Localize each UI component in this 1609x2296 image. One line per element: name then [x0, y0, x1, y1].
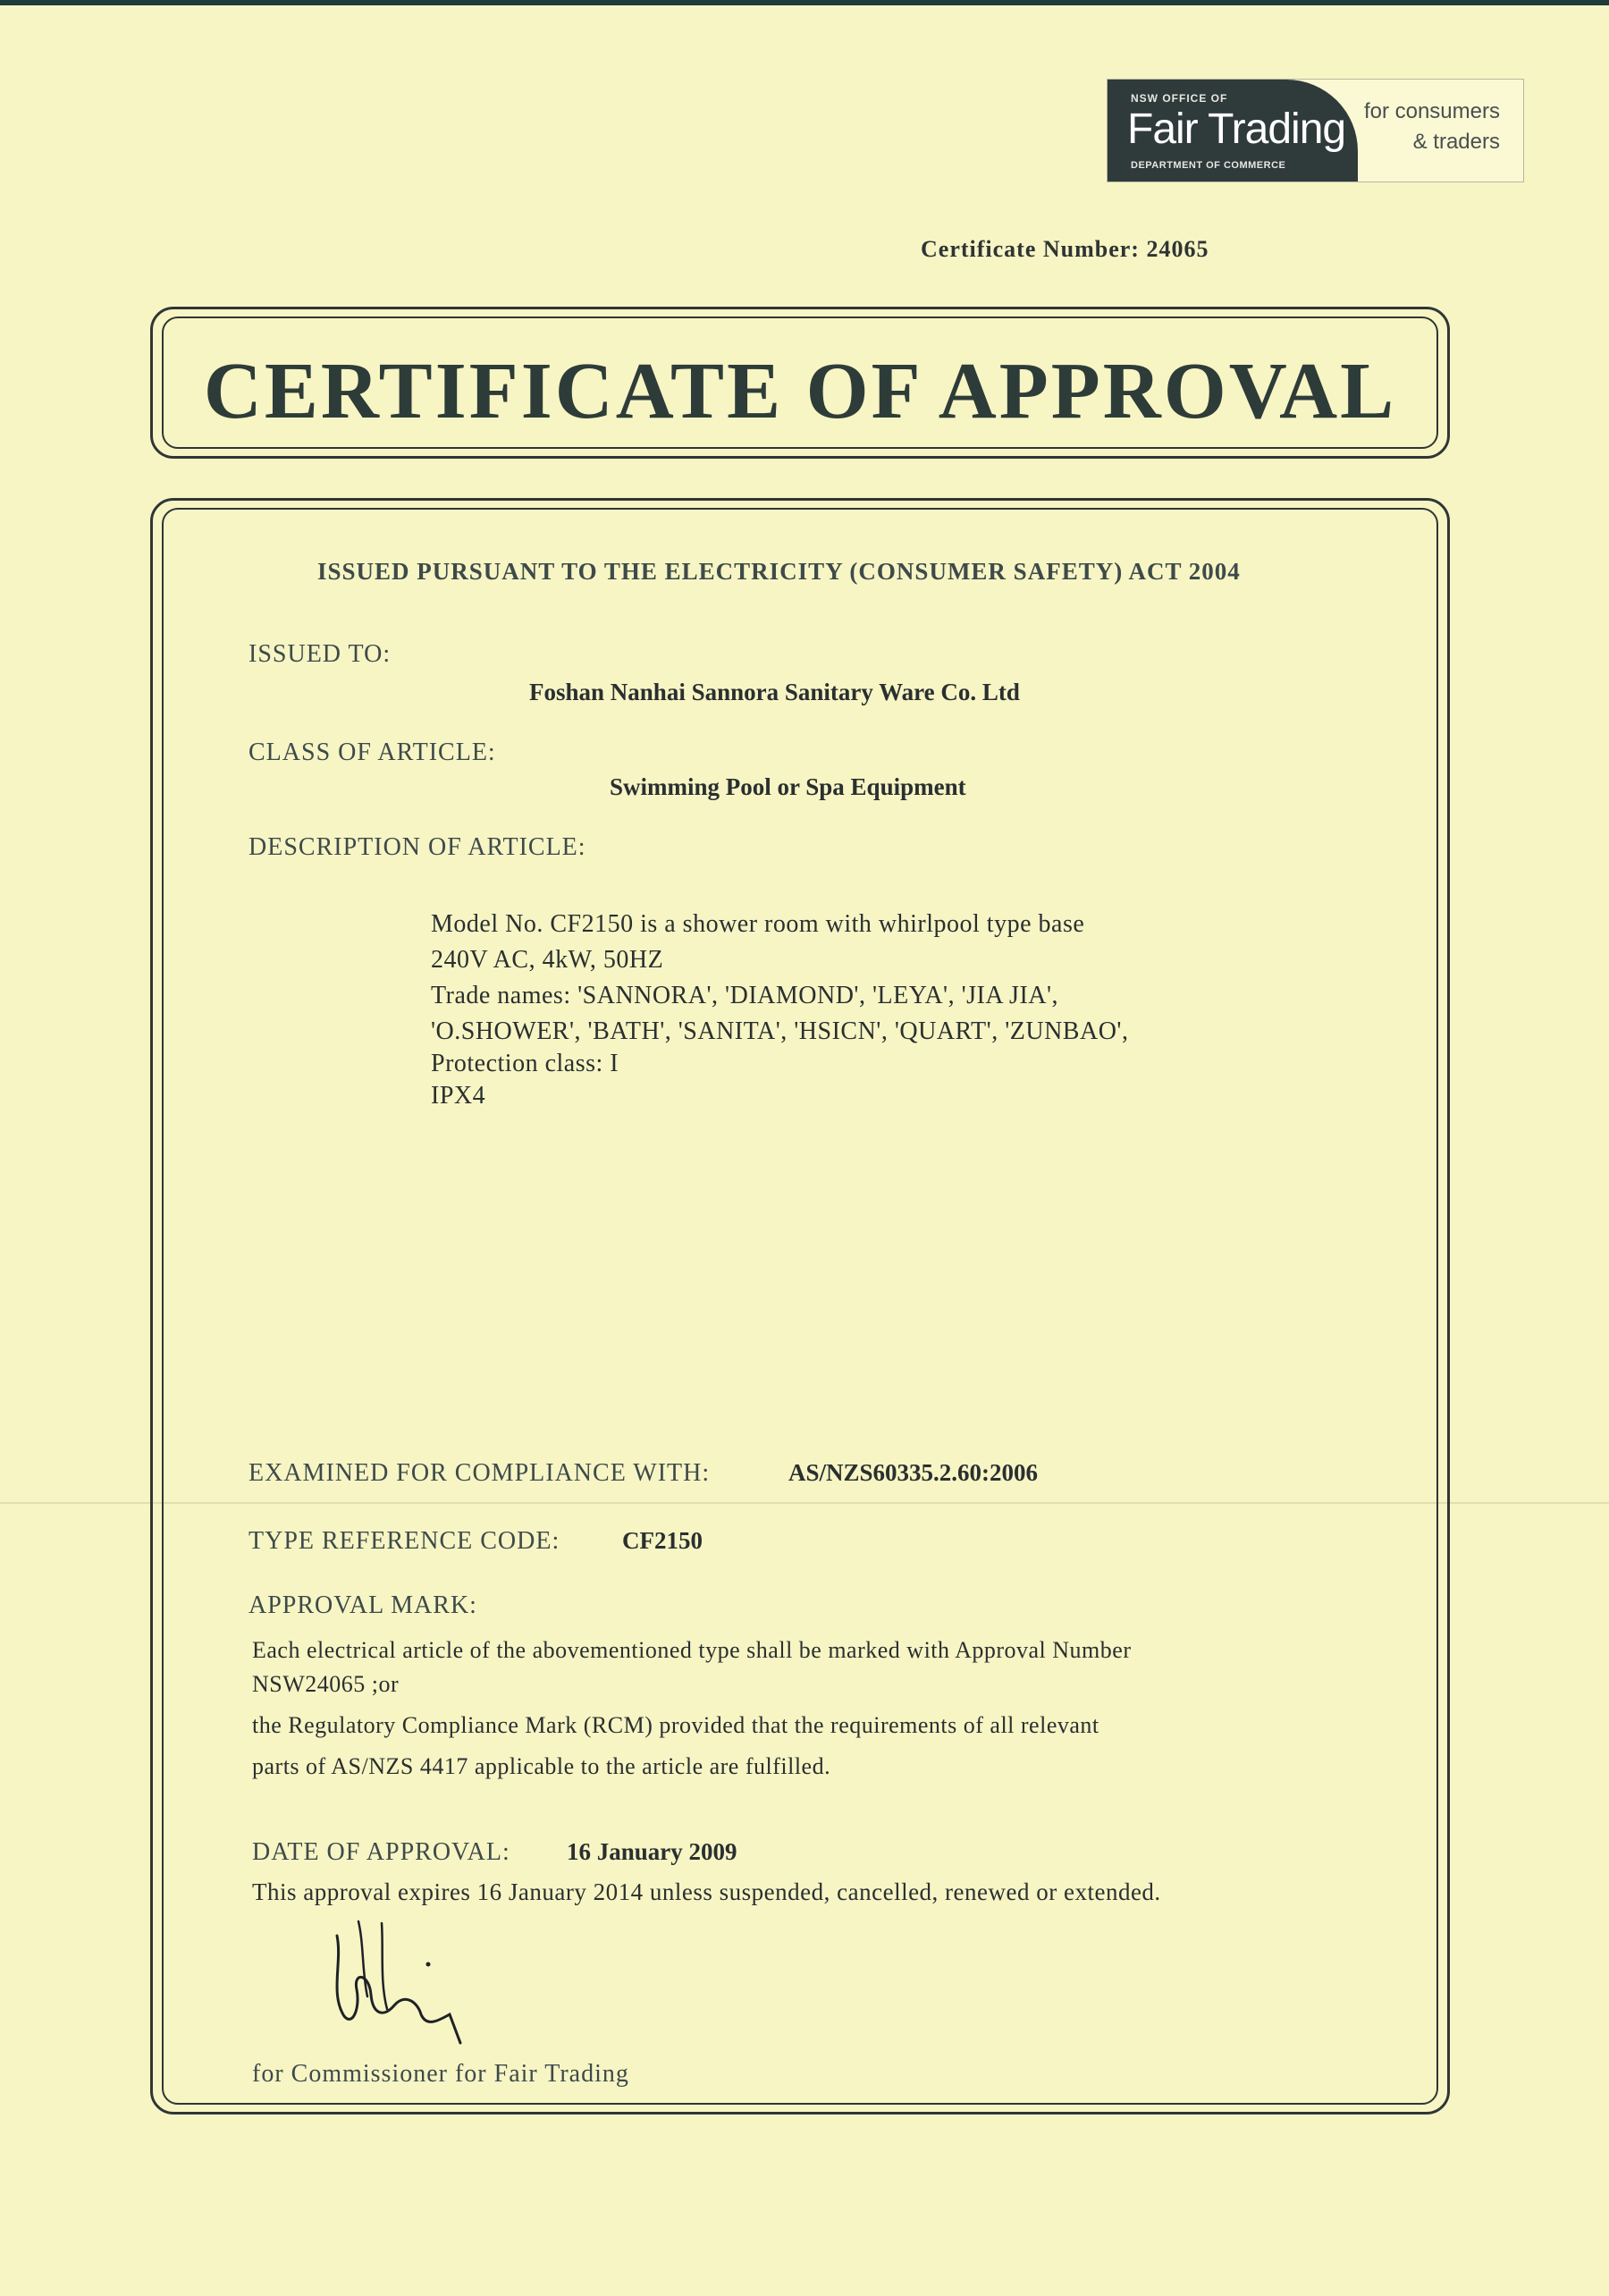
- type-reference-value: CF2150: [622, 1527, 703, 1554]
- type-reference-label: TYPE REFERENCE CODE:: [249, 1527, 560, 1555]
- title-frame: [150, 307, 1450, 459]
- approval-mark-line: the Regulatory Compliance Mark (RCM) provided that the requirements of all relevant: [252, 1712, 1099, 1738]
- description-line: IPX4: [431, 1082, 486, 1110]
- compliance-label: EXAMINED FOR COMPLIANCE WITH:: [249, 1459, 711, 1487]
- class-of-article-label: CLASS OF ARTICLE:: [249, 739, 496, 766]
- logo-brand-text: Fair Trading: [1127, 106, 1346, 153]
- act-line: ISSUED PURSUANT TO THE ELECTRICITY (CONSUMER SAFETY) ACT 2004: [317, 558, 1241, 585]
- description-line: 'O.SHOWER', 'BATH', 'SANITA', 'HSICN', 'QUART', 'ZUNBAO',: [431, 1017, 1129, 1045]
- approval-mark-line: parts of AS/NZS 4417 applicable to the article are fulfilled.: [252, 1753, 831, 1779]
- description-line: 240V AC, 4kW, 50HZ: [431, 946, 664, 974]
- fair-trading-logo: [1107, 79, 1524, 182]
- page-title: CERTIFICATE OF APPROVAL: [203, 347, 1397, 435]
- description-line: Model No. CF2150 is a shower room with whirlpool type base: [431, 910, 1085, 938]
- issued-to-label: ISSUED TO:: [249, 640, 392, 668]
- approval-mark-label: APPROVAL MARK:: [249, 1591, 477, 1619]
- date-of-approval-label: DATE OF APPROVAL:: [252, 1838, 510, 1866]
- logo-dark-panel: [1108, 80, 1358, 181]
- approval-mark-line: Each electrical article of the abovementioned type shall be marked with Approval Number: [252, 1637, 1132, 1663]
- certificate-number: Certificate Number: 24065: [921, 236, 1209, 262]
- scan-edge: [0, 0, 1609, 5]
- approval-mark-line: NSW24065 ;or: [252, 1671, 400, 1697]
- issued-to-value: Foshan Nanhai Sannora Sanitary Ware Co. Ltd: [529, 679, 1020, 705]
- class-of-article-value: Swimming Pool or Spa Equipment: [610, 773, 966, 800]
- logo-tagline-line1: for consumers: [1363, 99, 1500, 123]
- logo-tagline-line2: & traders: [1412, 130, 1500, 154]
- signatory-line: for Commissioner for Fair Trading: [252, 2060, 629, 2088]
- date-of-approval-value: 16 January 2009: [567, 1838, 737, 1865]
- description-line: Trade names: 'SANNORA', 'DIAMOND', 'LEYA', 'JIA JIA',: [431, 982, 1059, 1009]
- logo-top-text: NSW OFFICE OF: [1131, 92, 1228, 105]
- description-line: Protection class: I: [431, 1050, 619, 1077]
- logo-sub-text: DEPARTMENT OF COMMERCE: [1131, 160, 1286, 171]
- compliance-value: AS/NZS60335.2.60:2006: [788, 1459, 1039, 1486]
- signature-image: [317, 1909, 496, 2052]
- description-label: DESCRIPTION OF ARTICLE:: [249, 833, 586, 861]
- expiry-text: This approval expires 16 January 2014 unless suspended, cancelled, renewed or extended.: [252, 1878, 1161, 1905]
